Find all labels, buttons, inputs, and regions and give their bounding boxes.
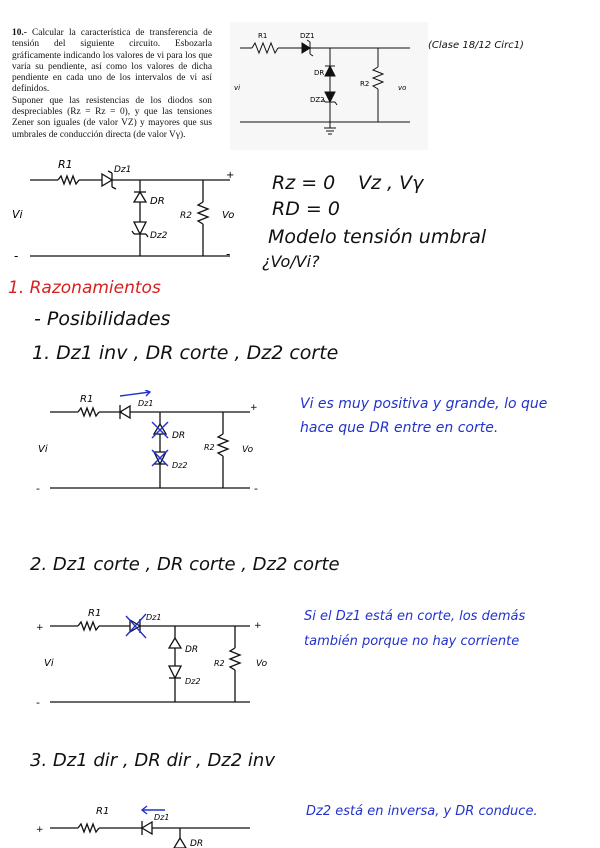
case2-label-vo: Vo	[256, 659, 268, 669]
case-1-title: 1. Dz1 inv , DR corte , Dz2 corte	[32, 342, 339, 364]
printed-circuit	[230, 22, 430, 152]
case2-label-vi: Vi	[44, 658, 54, 669]
hand-circuit-case-3	[30, 798, 270, 848]
case1-minus: -	[36, 482, 40, 495]
case3-label-r1: R1	[96, 806, 110, 817]
label-dz2: DZ2	[310, 96, 325, 104]
case-2-note: Si el Dz1 está en corte, los demás también porque no hay corriente	[304, 609, 526, 649]
case2-label-dr: DR	[185, 645, 199, 655]
case2-plus: +	[254, 621, 262, 631]
case2-label-r2: R2	[214, 659, 225, 668]
case1-label-r2: R2	[204, 443, 215, 452]
note-vz-vg: Vz , Vγ	[358, 172, 424, 194]
case1-minus-right: -	[254, 482, 258, 495]
case2-plus-left: +	[36, 623, 44, 633]
case2-label-dz2: Dz2	[185, 677, 201, 686]
note-rd: RD = 0	[272, 198, 340, 220]
case-3-title: 3. Dz1 dir , DR dir , Dz2 inv	[30, 750, 275, 771]
hand-label-r2: R2	[180, 211, 192, 221]
case3-label-dz1: Dz1	[154, 813, 170, 822]
problem-text-1: Calcular la característica de transferencia de tensión del siguiente circuito. Esbozarla gráficamente indicando los valores de vi para los que varía su pendiente, así como los valores de dicha pendiente en cada uno de los intervalos de vi así definidos.	[12, 28, 213, 95]
subtitle: - Posibilidades	[34, 308, 171, 330]
label-r1: R1	[258, 32, 268, 40]
hand-label-dr: DR	[150, 196, 165, 207]
case1-label-vo: Vo	[242, 445, 254, 455]
case2-label-r1: R1	[88, 608, 102, 619]
case-2-title: 2. Dz1 corte , DR corte , Dz2 corte	[30, 554, 340, 575]
case1-label-vi: Vi	[38, 444, 48, 455]
minus-sign-right: -	[226, 247, 231, 261]
hand-circuit-case-1	[30, 390, 270, 500]
case2-label-dz1: Dz1	[146, 613, 162, 622]
label-dz1: DZ1	[300, 32, 315, 40]
plus-sign: +	[226, 170, 235, 181]
problem-statement	[12, 28, 212, 141]
case1-label-r1: R1	[80, 394, 94, 405]
minus-sign: -	[14, 249, 19, 263]
problem-number: 10.-	[12, 28, 27, 38]
hand-label-vi: Vi	[12, 208, 23, 221]
case1-plus: +	[250, 403, 258, 413]
label-dr: DR	[314, 69, 325, 77]
label-r2: R2	[360, 80, 370, 88]
label-vi: vi	[234, 84, 241, 92]
hand-label-vo: Vo	[222, 210, 235, 221]
note-rz: Rz = 0	[272, 172, 336, 194]
note-model: Modelo tensión umbral	[268, 226, 487, 248]
case3-plus: +	[36, 825, 44, 835]
case-1-note: Vi es muy positiva y grande, lo que hace que DR entre en corte.	[300, 396, 548, 436]
hand-circuit-main	[10, 160, 250, 275]
class-note: (Clase 18/12 Circ1)	[428, 40, 524, 51]
problem-text-2: Suponer que las resistencias de los diodos son despreciables (Rz = Rz = 0), y que las tensiones Zener son iguales (de valor VZ) y mayores que sus umbrales de conducción directa (de valor Vγ).	[12, 95, 212, 140]
case1-label-dz1: Dz1	[138, 399, 154, 408]
label-vo: vo	[398, 84, 407, 92]
section-title: 1. Razonamientos	[8, 278, 161, 298]
hand-circuit-case-2	[30, 604, 270, 714]
hand-label-dz1: Dz1	[114, 165, 132, 175]
hand-label-r1: R1	[58, 160, 73, 171]
hand-label-dz2: Dz2	[150, 231, 168, 241]
case2-minus: -	[36, 696, 40, 709]
case1-label-dr: DR	[172, 431, 186, 441]
case1-label-dz2: Dz2	[172, 461, 188, 470]
case-3-note: Dz2 está en inversa, y DR conduce.	[306, 804, 538, 819]
note-question: ¿Vo/Vi?	[262, 252, 320, 271]
case3-label-dr: DR	[190, 839, 204, 848]
